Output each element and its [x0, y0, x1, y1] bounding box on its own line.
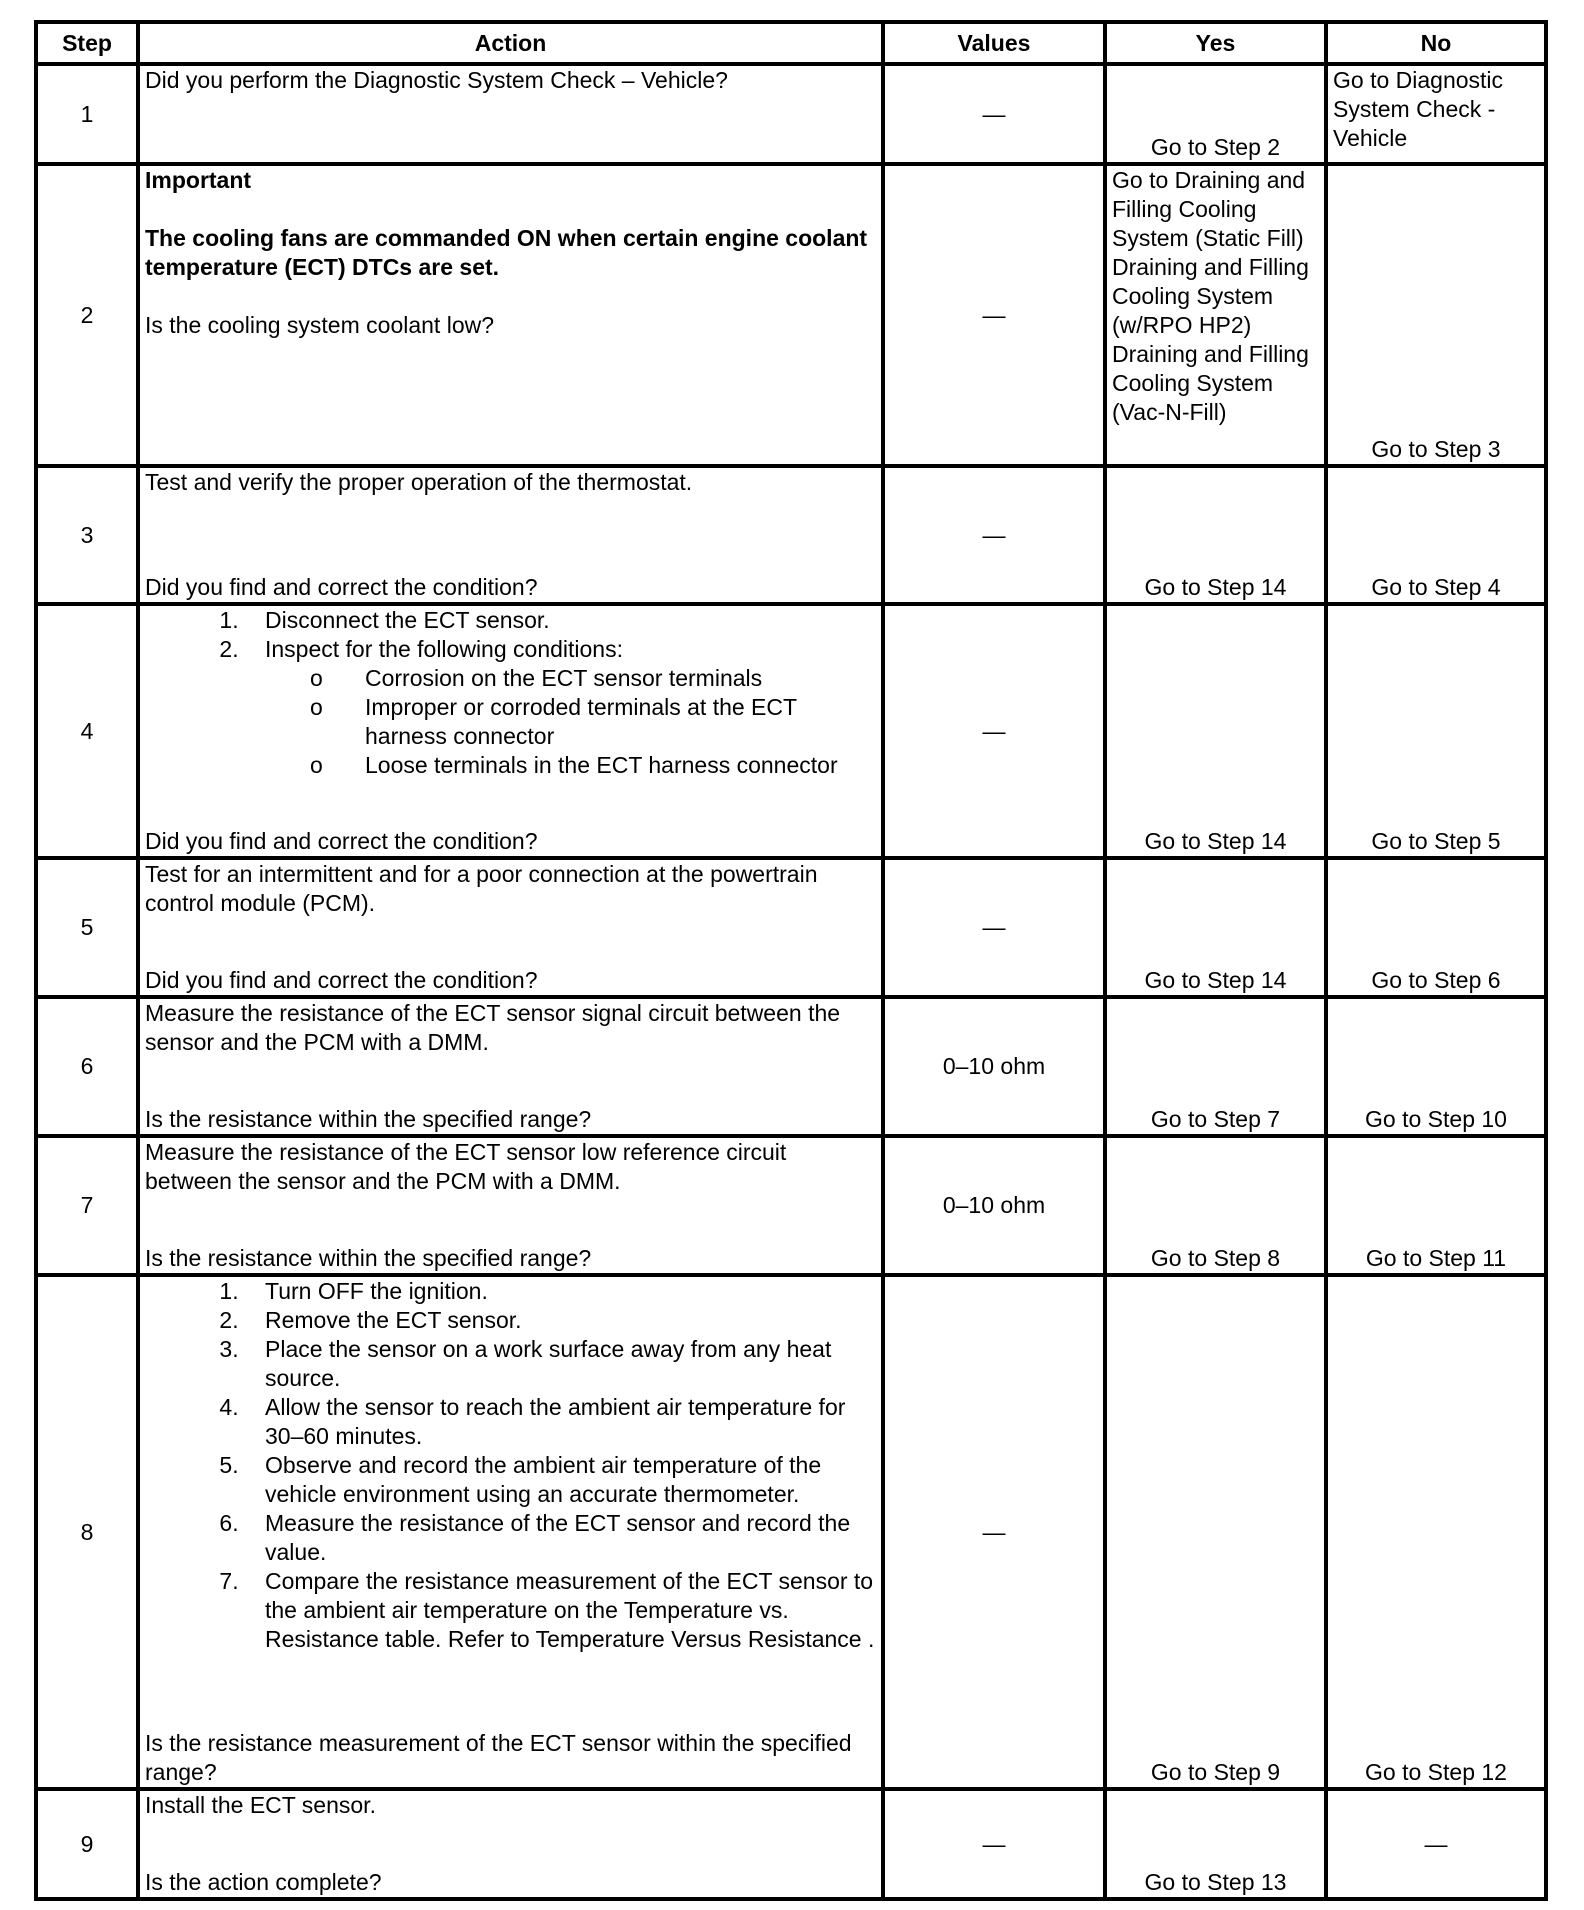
- yes-text: Go to Step 9: [1150, 1759, 1281, 1785]
- table-row: [36, 164, 1546, 466]
- question-text: Did you find and correct the condition?: [145, 828, 538, 854]
- values-cell: —: [883, 64, 1105, 164]
- condition-list: [265, 664, 876, 780]
- question-text: Is the resistance within the specified range?: [145, 1245, 592, 1271]
- question-text: Did you find and correct the condition?: [145, 574, 538, 600]
- list-item: 6. Measure the resistance of the ECT sensor and record the value.: [245, 1509, 876, 1567]
- yes-cell: [1105, 997, 1326, 1136]
- no-cell: [1326, 164, 1546, 466]
- yes-cell: [1105, 604, 1326, 858]
- values-cell: —: [883, 1789, 1105, 1899]
- header-step: Step: [36, 22, 138, 64]
- no-cell: [1326, 997, 1546, 1136]
- yes-text: Go to Step 14: [1144, 967, 1287, 993]
- action-text: Test and verify the proper operation of the thermostat.: [145, 469, 693, 495]
- values-cell: —: [883, 604, 1105, 858]
- question-text: Is the resistance measurement of the ECT sensor within the specified range?: [145, 1730, 852, 1785]
- list-item: 1. Disconnect the ECT sensor.: [245, 606, 876, 635]
- procedure-list: [145, 606, 876, 780]
- no-text: Go to Diagnostic System Check - Vehicle: [1333, 67, 1504, 151]
- table-row: [36, 1789, 1546, 1899]
- yes-text: Go to Step 14: [1144, 574, 1287, 600]
- important-text: The cooling fans are commanded ON when certain engine coolant temperature (ECT) DTCs are set.: [145, 225, 868, 280]
- important-label: Important: [145, 167, 252, 193]
- table-row: [36, 64, 1546, 164]
- values-cell: —: [883, 466, 1105, 604]
- yes-text: Go to Step 8: [1150, 1245, 1281, 1271]
- step-number: 7: [36, 1136, 138, 1275]
- list-item: 5. Observe and record the ambient air temperature of the vehicle environment using an accurate thermometer.: [245, 1451, 876, 1509]
- action-text: Test for an intermittent and for a poor connection at the powertrain control module (PCM).: [145, 861, 818, 916]
- list-item: 7. Compare the resistance measurement of the ECT sensor to the ambient air temperature on the Temperature vs. Resistance table. Refer to Temperature Versus Resistance .: [245, 1567, 876, 1654]
- header-yes: Yes: [1105, 22, 1326, 64]
- yes-cell: [1105, 466, 1326, 604]
- yes-text: Go to Step 13: [1144, 1869, 1287, 1895]
- action-text: Measure the resistance of the ECT sensor signal circuit between the sensor and the PCM with a DMM.: [145, 1000, 841, 1055]
- yes-cell: [1105, 164, 1326, 466]
- list-item-text: Inspect for the following conditions:: [265, 636, 623, 662]
- action-cell: [138, 1789, 883, 1899]
- action-cell: [138, 858, 883, 997]
- values-cell: —: [883, 164, 1105, 466]
- values-cell: —: [883, 858, 1105, 997]
- action-cell: [138, 997, 883, 1136]
- no-cell: [1326, 466, 1546, 604]
- step-number: 2: [36, 164, 138, 466]
- action-text: Did you perform the Diagnostic System Check – Vehicle?: [145, 67, 728, 93]
- question-text: Is the action complete?: [145, 1869, 382, 1895]
- no-text: Go to Step 6: [1371, 967, 1501, 993]
- action-cell: [138, 1136, 883, 1275]
- header-values: Values: [883, 22, 1105, 64]
- yes-text: Go to Step 7: [1150, 1106, 1281, 1132]
- action-text: Install the ECT sensor.: [145, 1792, 376, 1818]
- yes-text: Go to Step 2: [1150, 134, 1281, 160]
- no-cell: —: [1326, 1789, 1546, 1899]
- list-item: 4. Allow the sensor to reach the ambient air temperature for 30–60 minutes.: [245, 1393, 876, 1451]
- action-cell: [138, 1275, 883, 1789]
- no-text: Go to Step 5: [1371, 828, 1501, 854]
- values-cell: 0–10 ohm: [883, 997, 1105, 1136]
- action-cell: [138, 466, 883, 604]
- no-text: Go to Step 4: [1371, 574, 1501, 600]
- question-text: Did you find and correct the condition?: [145, 967, 538, 993]
- no-text: Go to Step 10: [1365, 1106, 1507, 1132]
- procedure-list: [145, 1277, 876, 1654]
- table-row: [36, 858, 1546, 997]
- step-number: 4: [36, 604, 138, 858]
- no-cell: [1326, 1275, 1546, 1789]
- no-text: Go to Step 12: [1365, 1759, 1507, 1785]
- step-number: 1: [36, 64, 138, 164]
- header-no: No: [1326, 22, 1546, 64]
- yes-cell: [1105, 1789, 1326, 1899]
- table-row: [36, 997, 1546, 1136]
- question-text: Is the resistance within the specified range?: [145, 1106, 592, 1132]
- table-row: [36, 1136, 1546, 1275]
- no-cell: [1326, 1136, 1546, 1275]
- no-cell: [1326, 64, 1546, 164]
- list-item: 2. Remove the ECT sensor.: [245, 1306, 876, 1335]
- action-text: Measure the resistance of the ECT sensor low reference circuit between the sensor and the PCM with a DMM.: [145, 1139, 787, 1194]
- yes-text: Go to Draining and Filling Cooling System (Static Fill) Draining and Filling Cooling System (w/RPO HP2) Draining and Filling Cooling System (Vac-N-Fill): [1112, 167, 1309, 425]
- values-cell: 0–10 ohm: [883, 1136, 1105, 1275]
- header-row: [36, 22, 1546, 64]
- values-cell: —: [883, 1275, 1105, 1789]
- diagnostic-table: [34, 20, 1548, 1901]
- yes-cell: [1105, 1275, 1326, 1789]
- list-item: 1. Turn OFF the ignition.: [245, 1277, 876, 1306]
- action-cell: [138, 64, 883, 164]
- list-item: [245, 635, 876, 780]
- step-number: 9: [36, 1789, 138, 1899]
- table-row: [36, 604, 1546, 858]
- no-text: Go to Step 11: [1365, 1245, 1507, 1271]
- sub-list-item: o Loose terminals in the ECT harness connector: [365, 751, 876, 780]
- no-text: Go to Step 3: [1371, 436, 1501, 462]
- step-number: 3: [36, 466, 138, 604]
- yes-cell: [1105, 858, 1326, 997]
- yes-cell: [1105, 64, 1326, 164]
- yes-text: Go to Step 14: [1144, 828, 1287, 854]
- yes-cell: [1105, 1136, 1326, 1275]
- table-row: [36, 1275, 1546, 1789]
- list-item: 3. Place the sensor on a work surface away from any heat source.: [245, 1335, 876, 1393]
- step-number: 5: [36, 858, 138, 997]
- sub-list-item: o Improper or corroded terminals at the ECT harness connector: [365, 693, 876, 751]
- no-cell: [1326, 858, 1546, 997]
- sub-list-item: o Corrosion on the ECT sensor terminals: [365, 664, 876, 693]
- step-number: 6: [36, 997, 138, 1136]
- action-cell: [138, 604, 883, 858]
- action-cell: [138, 164, 883, 466]
- step-number: 8: [36, 1275, 138, 1789]
- table-row: [36, 466, 1546, 604]
- header-action: Action: [138, 22, 883, 64]
- no-cell: [1326, 604, 1546, 858]
- question-text: Is the cooling system coolant low?: [145, 312, 495, 338]
